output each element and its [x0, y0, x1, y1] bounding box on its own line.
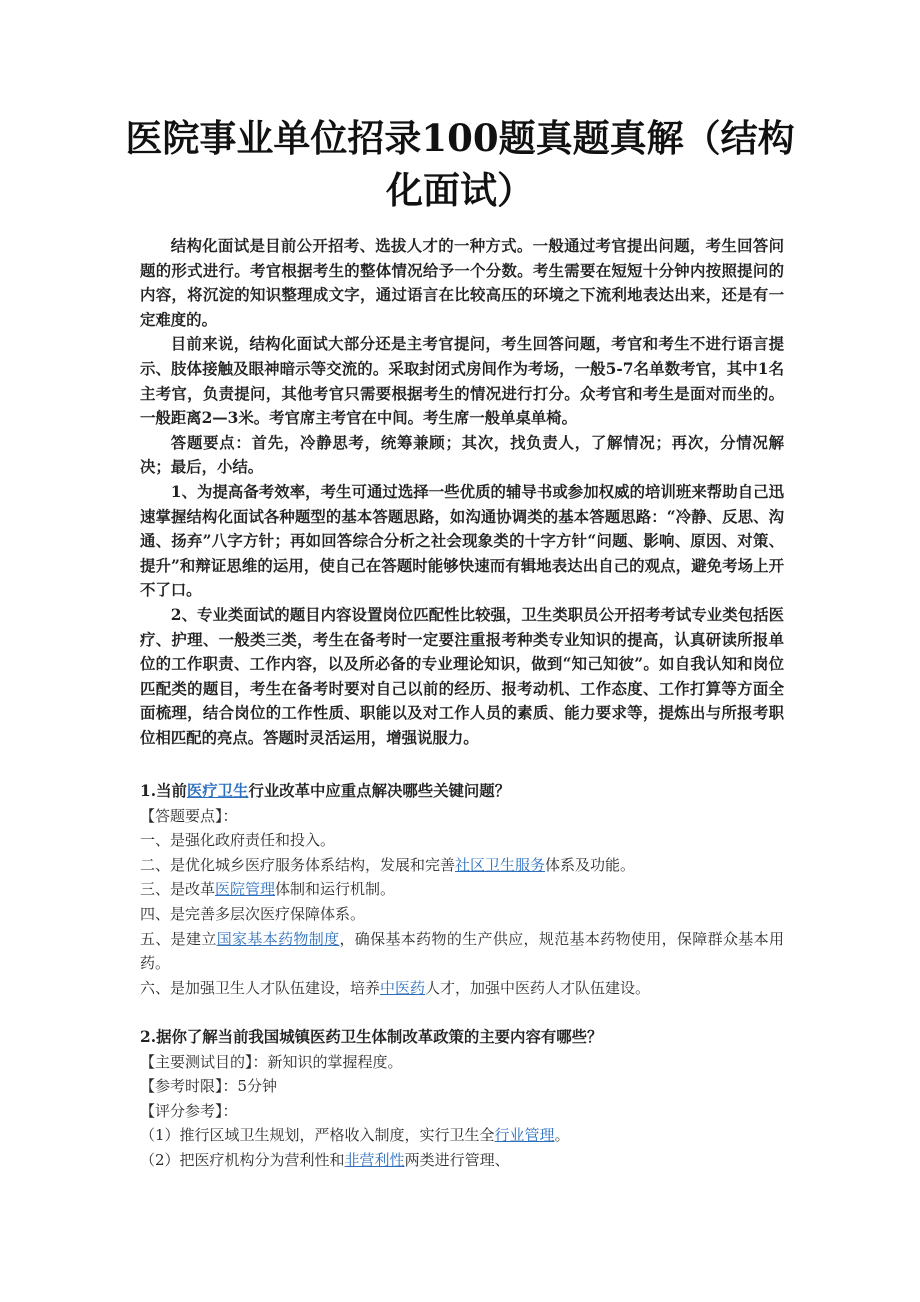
question-2-title: 2.据你了解当前我国城镇医药卫生体制改革政策的主要内容有哪些？ — [140, 1028, 603, 1046]
page-title: 医院事业单位招录100题真题真解（结构化面试） — [125, 116, 795, 212]
answer-text: 人才，加强中医药人才队伍建设。 — [425, 978, 651, 997]
test-purpose: 【主要测试目的】：新知识的掌握程度。 — [140, 1052, 403, 1071]
question-text: 1.当前 — [140, 782, 187, 800]
answer-text: （1）推行区域卫生规划，严格收入制度，实行卫生全 — [140, 1126, 495, 1145]
answer-text: ，确保基本药物的生产供应，规范基本药物使用，保障群众基本用药。 — [140, 929, 784, 973]
answer-label: 【答题要点】： — [140, 806, 238, 825]
hyperlink-industry-management[interactable]: 行业管理 — [494, 1126, 555, 1145]
answer-text: 六、是加强卫生人才队伍建设，培养 — [140, 978, 381, 997]
answer-point-2 — [140, 853, 784, 878]
question-2-section — [140, 1025, 784, 1173]
answer-text: 三、是改革 — [140, 880, 216, 899]
answer-point-5 — [140, 927, 784, 976]
question-1-title — [140, 779, 784, 804]
question-1-section — [140, 779, 784, 1000]
answer-point-3 — [140, 877, 784, 902]
scoring-label: 【评分参考】： — [140, 1101, 238, 1120]
hyperlink-essential-drugs[interactable]: 国家基本药物制度 — [216, 929, 340, 948]
hyperlink-non-profit[interactable]: 非营利性 — [344, 1150, 405, 1169]
answer-text: 体系及功能。 — [545, 855, 636, 874]
intro-paragraph: 2、专业类面试的题目内容设置岗位匹配性比较强，卫生类职员公开招考考试专业类包括医疗、护理、一般类三类，考生在备考时一定要注重报考种类专业知识的提高，认真研读所报单位的工作职责、工作内容，以及所必备的专业理论知识，做到“知己知彼”。如自我认知和岗位匹配类的题目，考生在备考时要对自己以前的经历、报考动机、工作态度、工作打算等方面全面梳理，结合岗位的工作性质、职能以及对工作人员的素质、能力要求等，提炼出与所报考职位相匹配的亮点。答题时灵活运用，增强说服力。 — [140, 605, 784, 747]
answer-point-6 — [140, 976, 784, 1001]
hyperlink-medical-health[interactable]: 医疗卫生 — [186, 782, 249, 800]
scoring-point-2 — [140, 1148, 784, 1173]
intro-paragraph: 目前来说，结构化面试大部分还是主考官提问，考生回答问题，考官和考生不进行语言提示、肢体接触及眼神暗示等交流的。采取封闭式房间作为考场，一般5-7名单数考官，其中1名主考官，负责提问，其他考官只需要根据考生的情况进行打分。众考官和考生是面对而坐的。一般距离2—3米。考官席主考官在中间。考生席一般单桌单椅。 — [140, 335, 784, 428]
answer-point-1: 一、是强化政府责任和投入。 — [140, 831, 336, 850]
intro-section — [140, 234, 784, 750]
time-limit: 【参考时限】：5分钟 — [140, 1077, 278, 1096]
intro-paragraph: 答题要点：首先，冷静思考，统筹兼顾；其次，找负责人，了解情况；再次，分情况解决；最后，小结。 — [140, 433, 784, 477]
hyperlink-community-health[interactable]: 社区卫生服务 — [455, 855, 546, 874]
answer-point-4: 四、是完善多层次医疗保障体系。 — [140, 904, 366, 923]
answer-text: 二、是优化城乡医疗服务体系结构，发展和完善 — [140, 855, 456, 874]
hyperlink-hospital-management[interactable]: 医院管理 — [215, 880, 276, 899]
answer-text: （2）把医疗机构分为营利性和 — [140, 1150, 345, 1169]
question-text: 行业改革中应重点解决哪些关键问题？ — [248, 782, 511, 800]
answer-text: 五、是建立 — [140, 929, 217, 948]
answer-text: 两类进行管理、 — [404, 1150, 510, 1169]
intro-paragraph: 1、为提高备考效率，考生可通过选择一些优质的辅导书或参加权威的培训班来帮助自己迅速掌握结构化面试各种题型的基本答题思路，如沟通协调类的基本答题思路：“冷静、反思、沟通、扬弃”八字方针；再如回答综合分析之社会现象类的十字方针“问题、影响、原因、对策、提升”和辩证思维的运用，使自己在答题时能够快速而有辑地表达出自己的观点，避免考场上开不了口。 — [140, 482, 784, 600]
intro-paragraph: 结构化面试是目前公开招考、选拔人才的一种方式。一般通过考官提出问题，考生回答问题的形式进行。考官根据考生的整体情况给予一个分数。考生需要在短短十分钟内按照提问的内容，将沉淀的知识整理成文字，通过语言在比较高压的环境之下流利地表达出来，还是有一定难度的。 — [140, 237, 784, 329]
answer-text: 体制和运行机制。 — [275, 880, 396, 899]
scoring-point-1 — [140, 1123, 784, 1148]
hyperlink-tcm[interactable]: 中医药 — [380, 978, 426, 997]
answer-text: 。 — [554, 1126, 570, 1145]
